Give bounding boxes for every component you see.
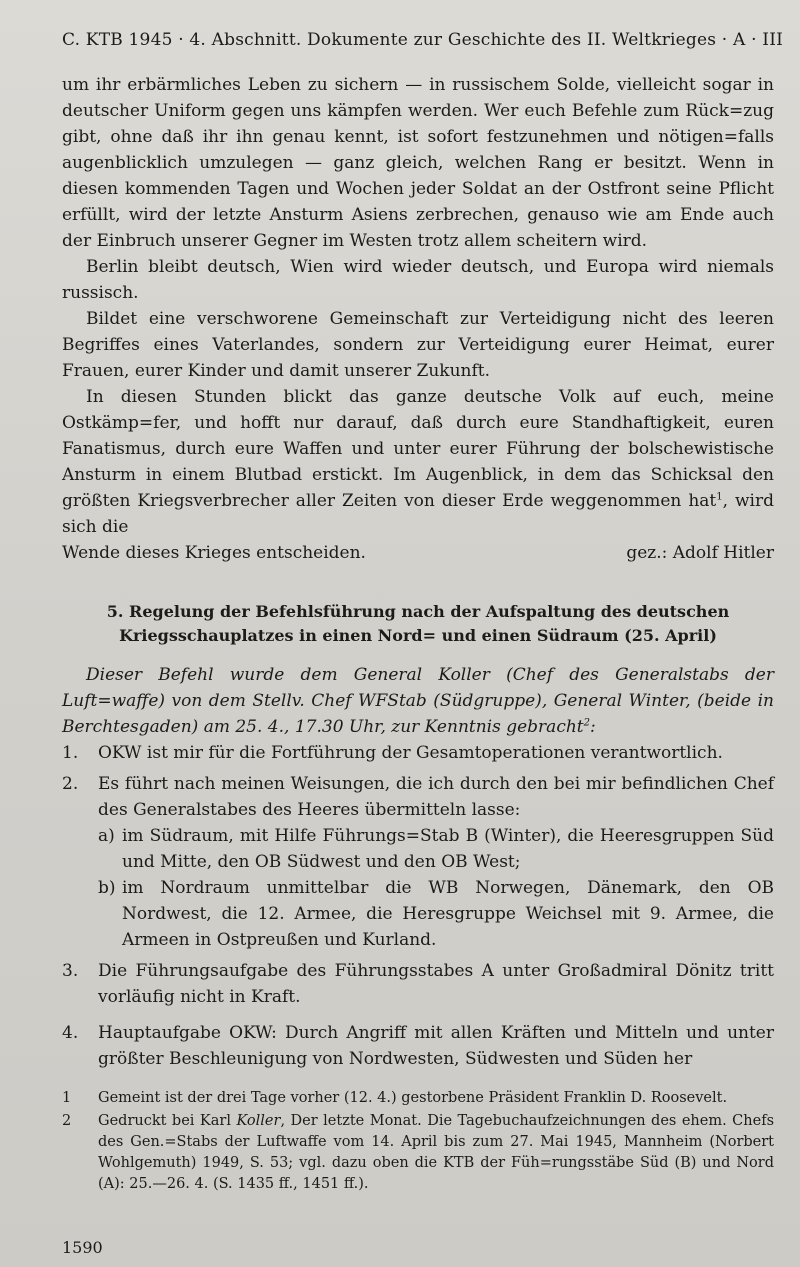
signature: gez.: Adolf Hitler bbox=[626, 543, 774, 563]
sub-list-item bbox=[98, 823, 774, 875]
footnote-number: 1 bbox=[62, 1090, 72, 1106]
list-text: Die Führungsaufgabe des Führungsstabes A unter Großadmiral Dönitz tritt vorläufig nicht in Kraft. bbox=[98, 961, 774, 1007]
list-item bbox=[62, 1020, 774, 1072]
footnotes bbox=[62, 1088, 774, 1197]
footnote-author: Koller bbox=[236, 1113, 281, 1129]
paragraph-text: , wird sich die bbox=[62, 491, 775, 537]
list-text: Hauptaufgabe OKW: Durch Angriff mit allen Kräften und Mitteln und unter größter Beschleunigung von Nordwesten, Südwesten und Süden her bbox=[98, 1023, 774, 1069]
footnote-text bbox=[98, 1111, 774, 1195]
list-number: 1. bbox=[62, 743, 79, 763]
footnote-text-part: Gedruckt bei Karl bbox=[98, 1113, 237, 1129]
list-number: 4. bbox=[62, 1023, 79, 1043]
list-text: Es führt nach meinen Weisungen, die ich durch den bei mir befindlichen Chef des Generalstabes des Heeres übermitteln lasse: bbox=[98, 774, 774, 820]
paragraph-text: In diesen Stunden blickt das ganze deutsche Volk auf euch, meine Ostkämp=fer, und hofft nur darauf, daß durch eure Standhaftigkeit, euren Fanatismus, durch eure Waffen und unter eurer Führung der bolschewistische Ansturm in einem Blutbad erstickt. Im Augenblick, in dem das Schicksal den größten Kriegsverbrecher aller Zeiten von dieser Erde weggenommen hat bbox=[62, 387, 774, 511]
footnote-ref: 2 bbox=[583, 717, 590, 729]
sub-list-item bbox=[98, 875, 774, 953]
intro-text: Dieser Befehl wurde dem General Koller (Chef des Generalstabs der Luft=waffe) von dem Stellv. Chef WFStab (Südgruppe), General Winter, (beide in Berchtesgaden) am 25. 4., 17.30 Uhr, zur Kenntnis gebracht bbox=[62, 665, 774, 737]
paragraph-text: Wende dieses Krieges entscheiden. bbox=[62, 543, 366, 563]
intro-paragraph bbox=[62, 662, 774, 740]
signature-line bbox=[62, 540, 774, 566]
main-text bbox=[62, 72, 774, 1077]
list-item bbox=[62, 771, 774, 823]
section-title-line: Kriegsschauplatzes in einen Nord= und einen Südraum (25. April) bbox=[119, 626, 717, 645]
list-item bbox=[62, 958, 774, 1010]
list-text: OKW ist mir für die Fortführung der Gesamtoperationen verantwortlich. bbox=[98, 743, 723, 763]
paragraph: um ihr erbärmliches Leben zu sichern — in russischem Solde, vielleicht sogar in deutscher Uniform gegen uns kämpfen werden. Wer euch Befehle zum Rück=zug gibt, ohne daß ihr ihn genau kennt, ist sofort festzunehmen und nötigen=falls augenblicklich umzulegen — ganz gleich, welchen Rang er besitzt. Wenn in diesen kommenden Tagen und Wochen jeder Soldat an der Ostfront seine Pflicht erfüllt, wird der letzte Ansturm Asiens zerbrechen, genauso wie am Ende auch der Einbruch unserer Gegner im Westen trotz allem scheitern wird. bbox=[62, 75, 774, 251]
footnote-text: Gemeint ist der drei Tage vorher (12. 4.) gestorbene Präsident Franklin D. Roosevelt. bbox=[98, 1090, 728, 1106]
sub-list-text: im Südraum, mit Hilfe Führungs=Stab B (Winter), die Heeresgruppen Süd und Mitte, den OB Südwest und den OB West; bbox=[122, 826, 774, 872]
section-title-line: 5. Regelung der Befehlsführung nach der Aufspaltung des deutschen bbox=[106, 602, 730, 621]
footnote bbox=[62, 1088, 774, 1109]
sub-list-letter: b) bbox=[98, 878, 116, 898]
page-number: 1590 bbox=[62, 1238, 103, 1257]
footnote bbox=[62, 1111, 774, 1195]
paragraph bbox=[62, 384, 774, 540]
footnote-number: 2 bbox=[62, 1113, 72, 1129]
running-header: C. KTB 1945 · 4. Abschnitt. Dokumente zur Geschichte des II. Weltkrieges · A · III bbox=[62, 30, 784, 50]
section-heading bbox=[62, 600, 774, 648]
paragraph: Bildet eine verschworene Gemeinschaft zur Verteidigung nicht des leeren Begriffes eines Vaterlandes, sondern zur Verteidigung eurer Heimat, eurer Frauen, eurer Kinder und damit unserer Zukunft. bbox=[62, 309, 774, 381]
sub-list-letter: a) bbox=[98, 826, 115, 846]
list-item bbox=[62, 740, 774, 766]
intro-text: : bbox=[590, 717, 596, 737]
list-number: 3. bbox=[62, 961, 79, 981]
footnote-ref: 1 bbox=[716, 491, 723, 503]
sub-list-text: im Nordraum unmittelbar die WB Norwegen, Dänemark, den OB Nordwest, die 12. Armee, die Heresgruppe Weichsel mit 9. Armee, die Armeen in Ostpreußen und Kurland. bbox=[122, 878, 774, 950]
paragraph: Berlin bleibt deutsch, Wien wird wieder deutsch, und Europa wird niemals russisch. bbox=[62, 257, 774, 303]
footnote-text-part: , Der letzte Monat. Die Tagebuchaufzeichnungen des ehem. Chefs des Gen.=Stabs der Luftwaffe vom 14. April bis zum 27. Mai 1945, Mannheim (Norbert Wohlgemuth) 1949, S. 53; vgl. dazu oben die KTB der Füh=rungsstäbe Süd (B) und Nord (A): 25.—26. 4. (S. 1435 ff., 1451 ff.). bbox=[98, 1113, 775, 1192]
sub-list bbox=[62, 823, 774, 953]
list-number: 2. bbox=[62, 774, 79, 794]
